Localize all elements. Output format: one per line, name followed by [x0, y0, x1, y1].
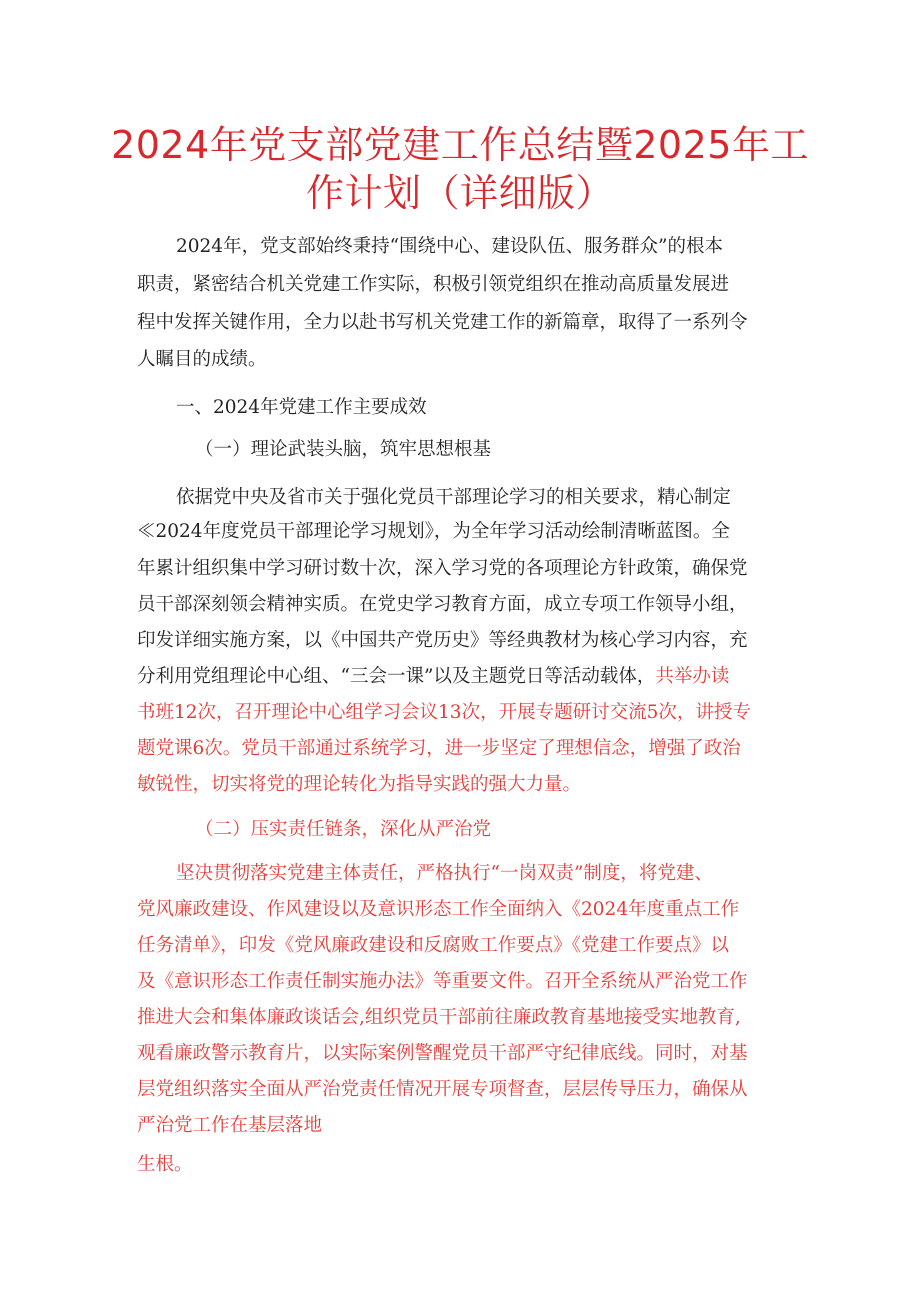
- sub1-line-4: 员干部深刻领会精神实质。在党史学习教育方面，成立专项工作领导小组，: [137, 594, 748, 615]
- intro-line-4: 人瞩目的成绩。: [137, 349, 267, 370]
- intro-line-2: 职责，紧密结合机关党建工作实际，积极引领党组织在推动高质量发展进: [137, 274, 730, 295]
- sub2-line-1: 坚决贯彻落实党建主体责任，严格执行“一岗双责”制度，将党建、: [176, 863, 713, 884]
- sub1-line-5: 印发详细实施方案，以《中国共产党历史》等经典教材为核心学习内容，充: [137, 630, 748, 651]
- sub1-highlight-line-1: 书班12次，召开理论中心组学习会议13次，开展专题研讨交流5次，讲授专: [137, 702, 751, 723]
- subsection-2-heading: （二）压实责任链条，深化从严治党: [195, 819, 492, 840]
- sub2-line-3: 任务清单》，印发《党风廉政建设和反腐败工作要点》《党建工作要点》以: [137, 935, 730, 956]
- sub2-tail: 生根。: [137, 1154, 193, 1175]
- sub2-line-6: 观看廉政警示教育片，以实际案例警醒党员干部严守纪律底线。同时，对基: [137, 1043, 748, 1064]
- intro-line-1: 2024年，党支部始终秉持“围绕中心、建设队伍、服务群众”的根本: [176, 236, 723, 257]
- sub1-highlight-line-3: 敏锐性，切实将党的理论转化为指导实践的强大力量。: [137, 774, 582, 795]
- document-title-line-2: 作计划（详细版）: [305, 171, 614, 215]
- sub1-line-6: [137, 665, 729, 689]
- subsection-1-heading: （一）理论武装头脑，筑牢思想根基: [195, 439, 492, 460]
- sub1-line-6-highlight: 共举办读: [655, 666, 730, 687]
- sub1-line-6-normal: 分利用党组理论中心组、“三会一课”以及主题党日等活动载体，: [137, 666, 656, 687]
- sub1-highlight-line-2: 题党课6次。党员干部通过系统学习，进一步坚定了理想信念，增强了政治: [137, 738, 741, 759]
- intro-line-3: 程中发挥关键作用，全力以赴书写机关党建工作的新篇章，取得了一系列令: [137, 312, 748, 333]
- sub2-line-7: 层党组织落实全面从严治党责任情况开展专项督查，层层传导压力，确保从: [137, 1079, 748, 1100]
- sub2-line-2: 党风廉政建设、作风建设以及意识形态工作全面纳入《2024年度重点工作: [137, 899, 740, 920]
- sub1-line-3: 年累计组织集中学习研讨数十次，深入学习党的各项理论方针政策，确保党: [137, 558, 748, 579]
- sub2-line-4: 及《意识形态工作责任制实施办法》等重要文件。召开全系统从严治党工作: [137, 971, 748, 992]
- document-title-line-1: 2024年党支部党建工作总结暨2025年工: [111, 123, 809, 167]
- sub1-line-1: 依据党中央及省市关于强化党员干部理论学习的相关要求，精心制定: [176, 487, 732, 508]
- sub1-line-2: ≪2024年度党员干部理论学习规划》，为全年学习活动绘制清晰蓝图。全: [137, 521, 730, 542]
- section-1-heading: 一、2024年党建工作主要成效: [176, 397, 427, 418]
- sub2-line-5: 推进大会和集体廉政谈话会,组织党员干部前往廉政教育基地接受实地教育,: [137, 1007, 741, 1028]
- sub2-line-8: 严治党工作在基层落地: [137, 1115, 323, 1136]
